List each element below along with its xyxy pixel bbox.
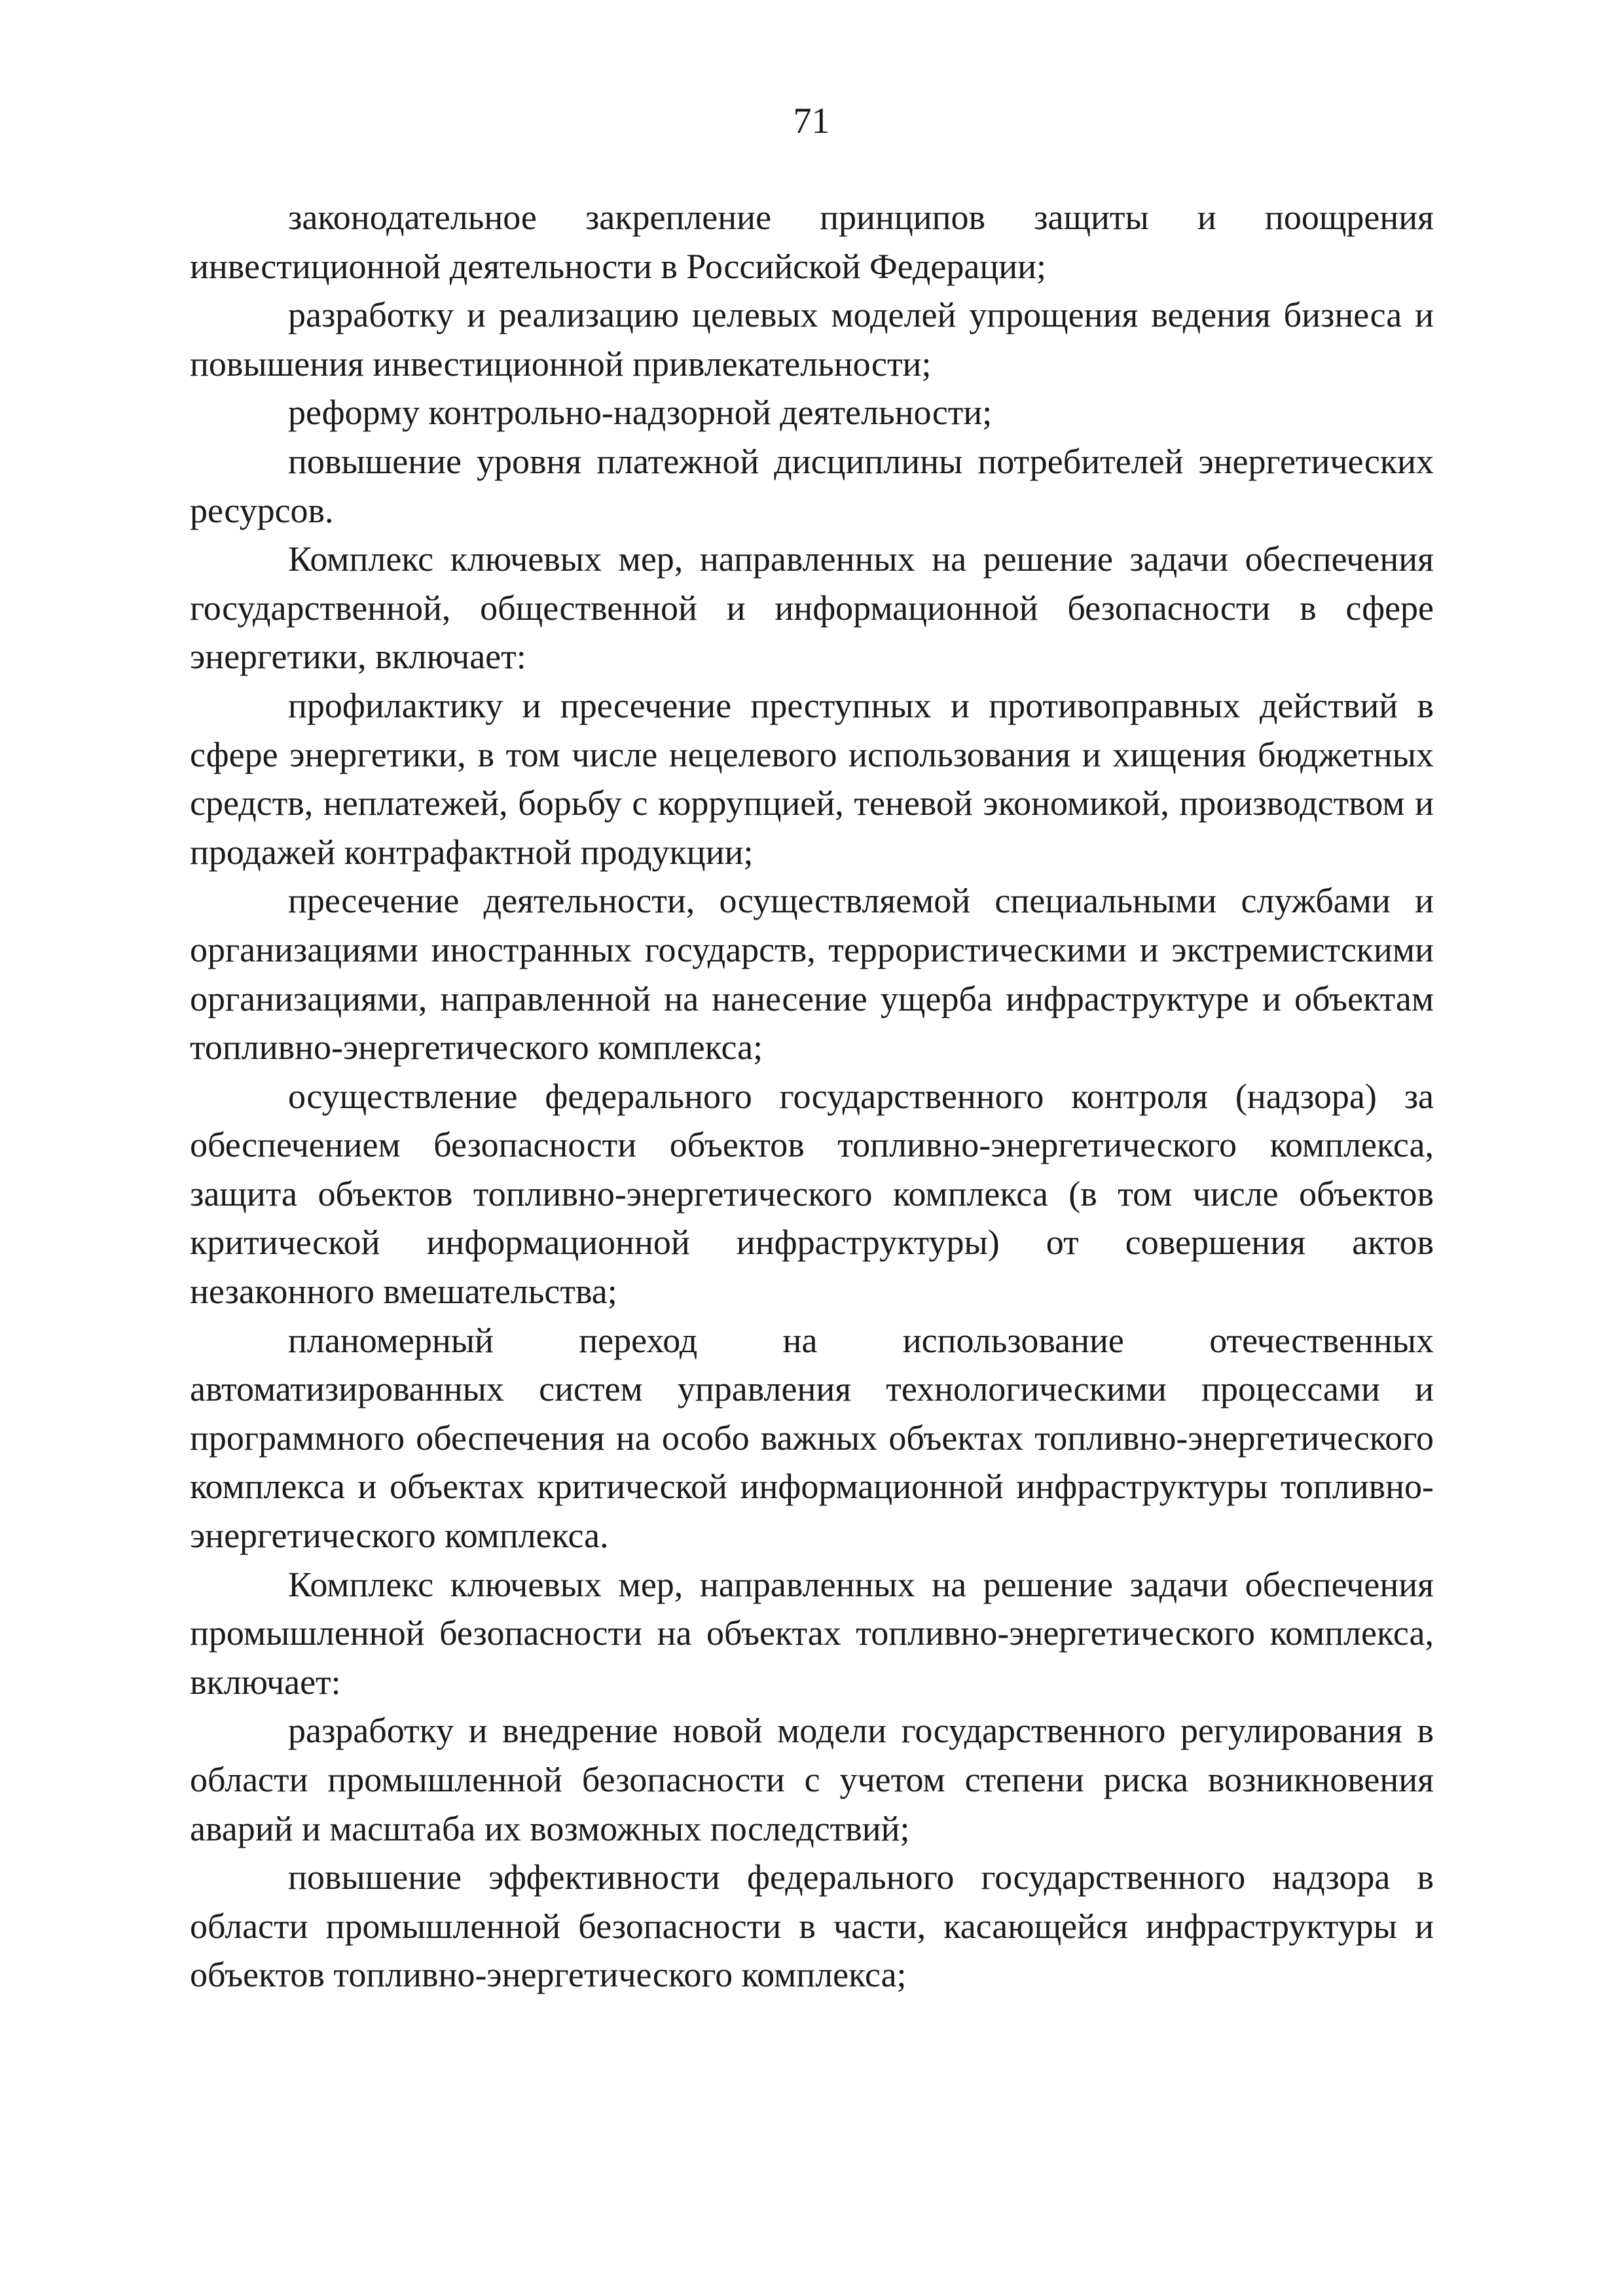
- paragraph: реформу контрольно-надзорной деятельности;: [288, 393, 993, 433]
- paragraph: планомерный переход на использование отечественных автоматизированных систем управления технологическими процессами и программного обеспечения на особо важных объектах топливно-энергетического комплекса и объектах критической информационной инфраструктуры топливно-энергетического комплекса.: [190, 1320, 1434, 1556]
- paragraph: Комплекс ключевых мер, направленных на решение задачи обеспечения государственной, общественной и информационной безопасности в сфере энергетики, включает:: [190, 539, 1434, 677]
- paragraph: повышение уровня платежной дисциплины потребителей энергетических ресурсов.: [190, 441, 1434, 530]
- paragraph: профилактику и пресечение преступных и противоправных действий в сфере энергетики, в том числе нецелевого использования и хищения бюджетных средств, неплатежей, борьбу с коррупцией, теневой экономикой, производством и продажей контрафактной продукции;: [190, 685, 1434, 872]
- document-body: [190, 193, 1434, 2000]
- paragraph: пресечение деятельности, осуществляемой специальными службами и организациями иностранных государств, террористическими и экстремистскими организациями, направленной на нанесение ущерба инфраструктуре и объектам топливно-энергетического комплекса;: [190, 881, 1434, 1067]
- paragraph: законодательное закрепление принципов защиты и поощрения инвестиционной деятельности в Российской Федерации;: [190, 198, 1434, 286]
- paragraph: разработку и внедрение новой модели государственного регулирования в области промышленной безопасности с учетом степени риска возникновения аварий и масштаба их возможных последствий;: [190, 1711, 1434, 1848]
- paragraph: осуществление федерального государственного контроля (надзора) за обеспечением безопасности объектов топливно-энергетического комплекса, защита объектов топливно-энергетического комплекса (в том числе объектов критической информационной инфраструктуры) от совершения актов незаконного вмешательства;: [190, 1076, 1434, 1312]
- page-number: 71: [793, 101, 830, 141]
- paragraph: разработку и реализацию целевых моделей упрощения ведения бизнеса и повышения инвестиционной привлекательности;: [190, 295, 1434, 384]
- paragraph: Комплекс ключевых мер, направленных на решение задачи обеспечения промышленной безопасности на объектах топливно-энергетического комплекса, включает:: [190, 1564, 1434, 1702]
- paragraph: повышение эффективности федерального государственного надзора в области промышленной безопасности в части, касающейся инфраструктуры и объектов топливно-энергетического комплекса;: [190, 1857, 1434, 1995]
